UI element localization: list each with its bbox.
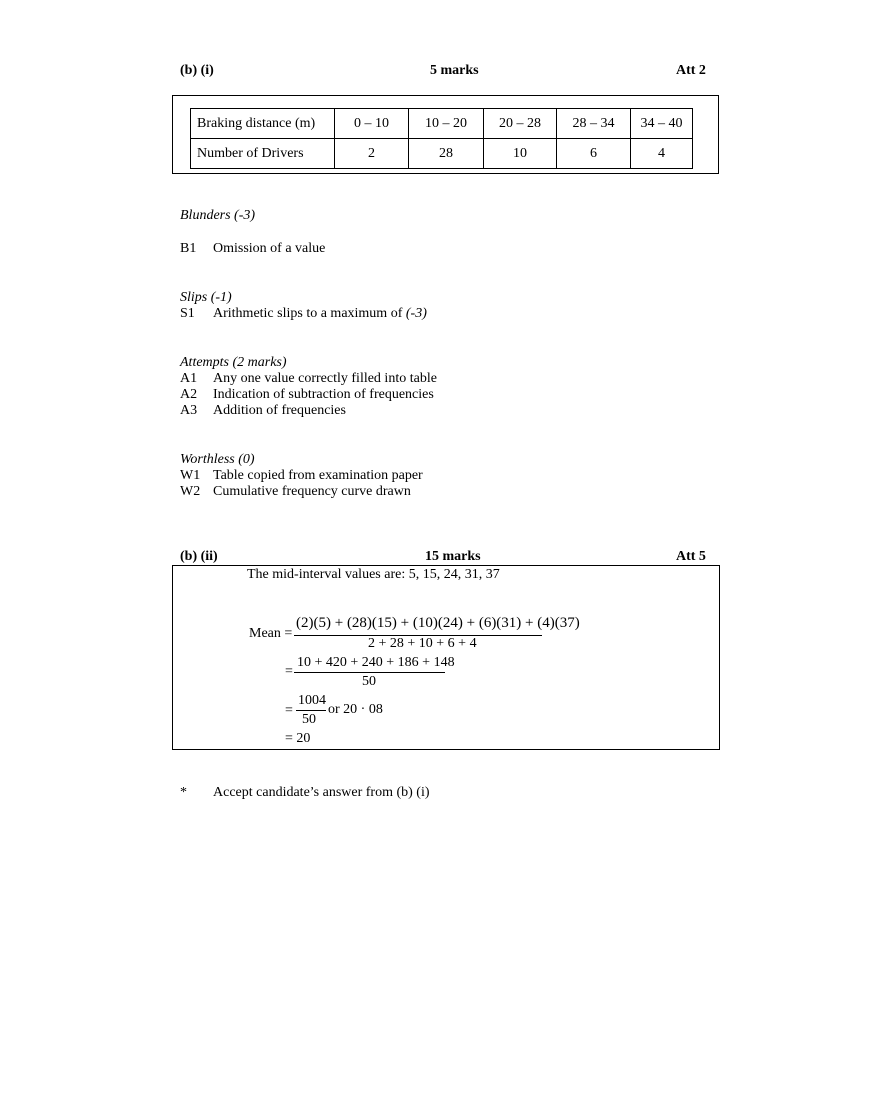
attempt-text: Addition of frequencies xyxy=(213,403,346,418)
slip-text-tail: (-3) xyxy=(405,306,427,321)
attempt-text: Any one value correctly filled into table xyxy=(213,371,437,386)
attempts-heading: Attempts (2 marks) xyxy=(180,355,287,370)
sum-numerator: 10 + 420 + 240 + 186 + 148 xyxy=(297,655,455,670)
table-row-label: Braking distance (m) xyxy=(191,109,335,139)
table-cell: 6 xyxy=(557,139,631,169)
attempt-text: Indication of subtraction of frequencies xyxy=(213,387,434,402)
slips-heading: Slips (-1) xyxy=(180,290,232,305)
attempt-code: A3 xyxy=(180,403,198,418)
table-row xyxy=(191,109,693,139)
section-label-b-i: (b) (i) xyxy=(180,63,214,78)
section-label-b-ii: (b) (ii) xyxy=(180,549,218,564)
equals-sign: = xyxy=(285,703,293,718)
slip-code: S1 xyxy=(180,306,195,321)
slip-text-main: Arithmetic slips to a maximum of xyxy=(213,306,403,321)
section-marks-b-ii: 15 marks xyxy=(425,549,481,564)
attempt-code: A1 xyxy=(180,371,198,386)
table-cell: 2 xyxy=(335,139,409,169)
mean-numerator: (2)(5) + (28)(15) + (10)(24) + (6)(31) + (4)(37) xyxy=(296,615,580,631)
equals-sign: = xyxy=(285,664,293,679)
mean-label: Mean = xyxy=(249,626,293,641)
note-text: Accept candidate’s answer from (b) (i) xyxy=(213,785,430,800)
table-cell: 0 – 10 xyxy=(335,109,409,139)
section-att-b-ii: Att 5 xyxy=(676,549,706,564)
worthless-code: W2 xyxy=(180,484,201,499)
blunder-text: Omission of a value xyxy=(213,241,326,256)
total-numerator: 1004 xyxy=(298,693,326,708)
fraction-bar xyxy=(294,672,445,673)
table-cell: 28 xyxy=(409,139,484,169)
total-denominator: 50 xyxy=(302,712,316,727)
table-row-label: Number of Drivers xyxy=(191,139,335,169)
frequency-table xyxy=(190,108,693,169)
table-cell: 34 – 40 xyxy=(631,109,693,139)
table-cell: 10 xyxy=(484,139,557,169)
final-answer: = 20 xyxy=(285,731,311,746)
worthless-text: Table copied from examination paper xyxy=(213,468,423,483)
mean-denominator: 2 + 28 + 10 + 6 + 4 xyxy=(368,636,477,651)
blunder-code: B1 xyxy=(180,241,197,256)
table-row xyxy=(191,139,693,169)
slip-text xyxy=(213,306,427,322)
fraction-bar xyxy=(296,710,326,711)
mid-interval-text: The mid-interval values are: 5, 15, 24, 31, 37 xyxy=(247,567,500,582)
attempt-code: A2 xyxy=(180,387,198,402)
worthless-heading: Worthless (0) xyxy=(180,452,255,467)
decimal-answer: or 20 · 08 xyxy=(328,702,383,717)
table-cell: 20 – 28 xyxy=(484,109,557,139)
table-cell: 28 – 34 xyxy=(557,109,631,139)
worthless-text: Cumulative frequency curve drawn xyxy=(213,484,411,499)
sum-denominator: 50 xyxy=(362,674,376,689)
note-bullet: * xyxy=(180,785,187,800)
table-cell: 4 xyxy=(631,139,693,169)
worthless-code: W1 xyxy=(180,468,201,483)
section-att-b-i: Att 2 xyxy=(676,63,706,78)
section-marks-b-i: 5 marks xyxy=(430,63,479,78)
blunders-heading: Blunders (-3) xyxy=(180,208,256,223)
table-cell: 10 – 20 xyxy=(409,109,484,139)
